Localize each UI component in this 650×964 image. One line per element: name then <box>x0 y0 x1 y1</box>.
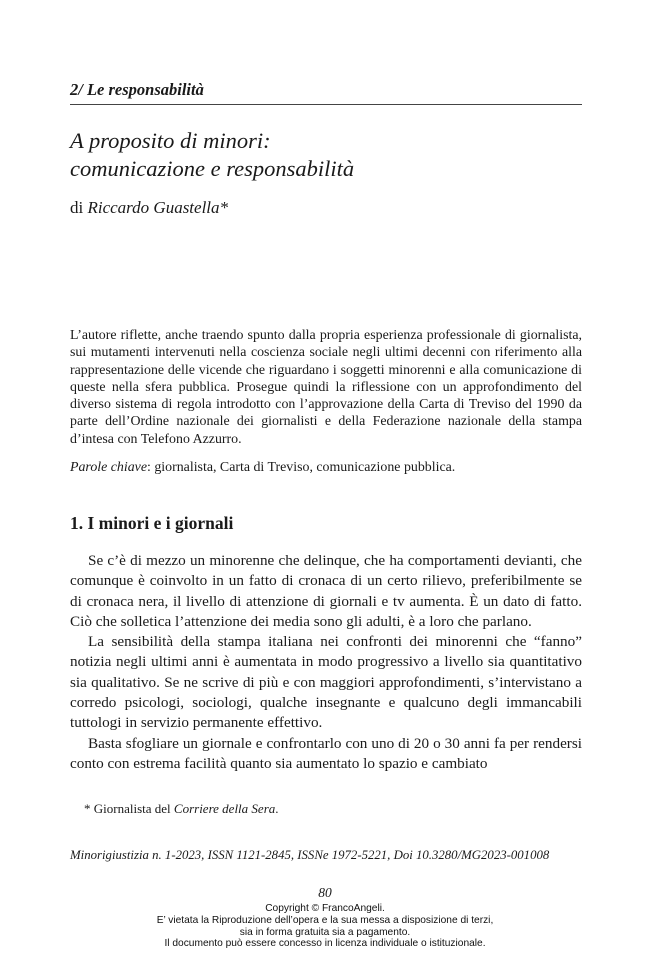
footnote-prefix: * Giornalista del <box>84 801 174 816</box>
author-line <box>70 198 228 218</box>
body-paragraph: Se c’è di mezzo un minorenne che delinque, che ha comportamenti devianti, che comunque è coinvolto in un fatto di cronaca di un certo rilievo, preferibilmente se di cronaca nera, il livello di attenzione di giornali e tv aumenta. È un dato di fatto. Ciò che solletica l’attenzione dei media sono gli adulti, è a loro che parlano. <box>70 552 582 630</box>
body-paragraph: Basta sfogliare un giornale e confrontarlo con uno di 20 o 30 anni fa per rendersi conto con estrema facilità quanto sia aumentato lo spazio e cambiato <box>70 734 582 772</box>
footnote-outlet: Corriere della Sera <box>173 801 276 816</box>
copyright-line: Il documento può essere concesso in licenza individuale o istituzionale. <box>164 938 486 950</box>
journal-citation: Minorigiustizia n. 1-2023, ISSN 1121-2845, ISSNe 1972-5221, Doi 10.3280/MG2023-001008 <box>70 848 550 862</box>
section-label: 2/ Le responsabilità <box>70 80 204 99</box>
body-paragraph: La sensibilità della stampa italiana nei confronti dei minorenni che “fanno” notizia negli ultimi anni è aumentata in modo progressivo a livello sia quantitativo sia qualitativo. Se ne scrive di più e con maggiori approfondimenti, s’intervistano a corredo psicologi, sociologi, qualche insegnante e qualcuno degli immancabili tuttologi in servizio permanente effettivo. <box>70 633 582 732</box>
abstract <box>70 327 582 448</box>
keywords <box>70 459 582 476</box>
page-number: 80 <box>318 885 332 900</box>
copyright-notice <box>0 903 650 950</box>
copyright-line: E’ vietata la Riproduzione dell’opera e la sua messa a disposizione di terzi, <box>156 914 494 926</box>
footnote <box>70 801 582 817</box>
header-rule <box>70 104 582 105</box>
footnote-suffix: . <box>275 801 279 816</box>
keywords-text: : giornalista, Carta di Treviso, comunicazione pubblica. <box>147 460 456 475</box>
copyright-line: sia in forma gratuita sia a pagamento. <box>239 926 411 938</box>
section-heading: 1. I minori e i giornali <box>70 513 234 533</box>
copyright-line: Copyright © FrancoAngeli. <box>265 903 385 914</box>
abstract-text: L’autore riflette, anche traendo spunto dalla propria esperienza professionale di giornalista, sui mutamenti intervenuti nella coscienza sociale negli ultimi decenni con riferimento alla rappresentazione delle vicende che riguardano i soggetti minorenni e alla comunicazione di queste nella sfera pubblica. Prosegue quindi la riflessione con un approfondimento del diverso sistema di regola introdotto con l’approvazione della Carta di Treviso del 1990 da parte dell’Ordine nazionale dei giornalisti e della Federazione nazionale della stampa d’intesa con Telefono Azzurro. <box>70 328 582 447</box>
keywords-label: Parole chiave <box>70 460 148 475</box>
article-title <box>70 127 590 183</box>
body-text <box>70 551 582 774</box>
author-name: Riccardo Guastella* <box>87 198 229 217</box>
article-title-line-1: A proposito di minori: <box>70 128 271 153</box>
author-prefix: di <box>70 198 88 217</box>
article-title-line-2: comunicazione e responsabilità <box>70 156 355 181</box>
